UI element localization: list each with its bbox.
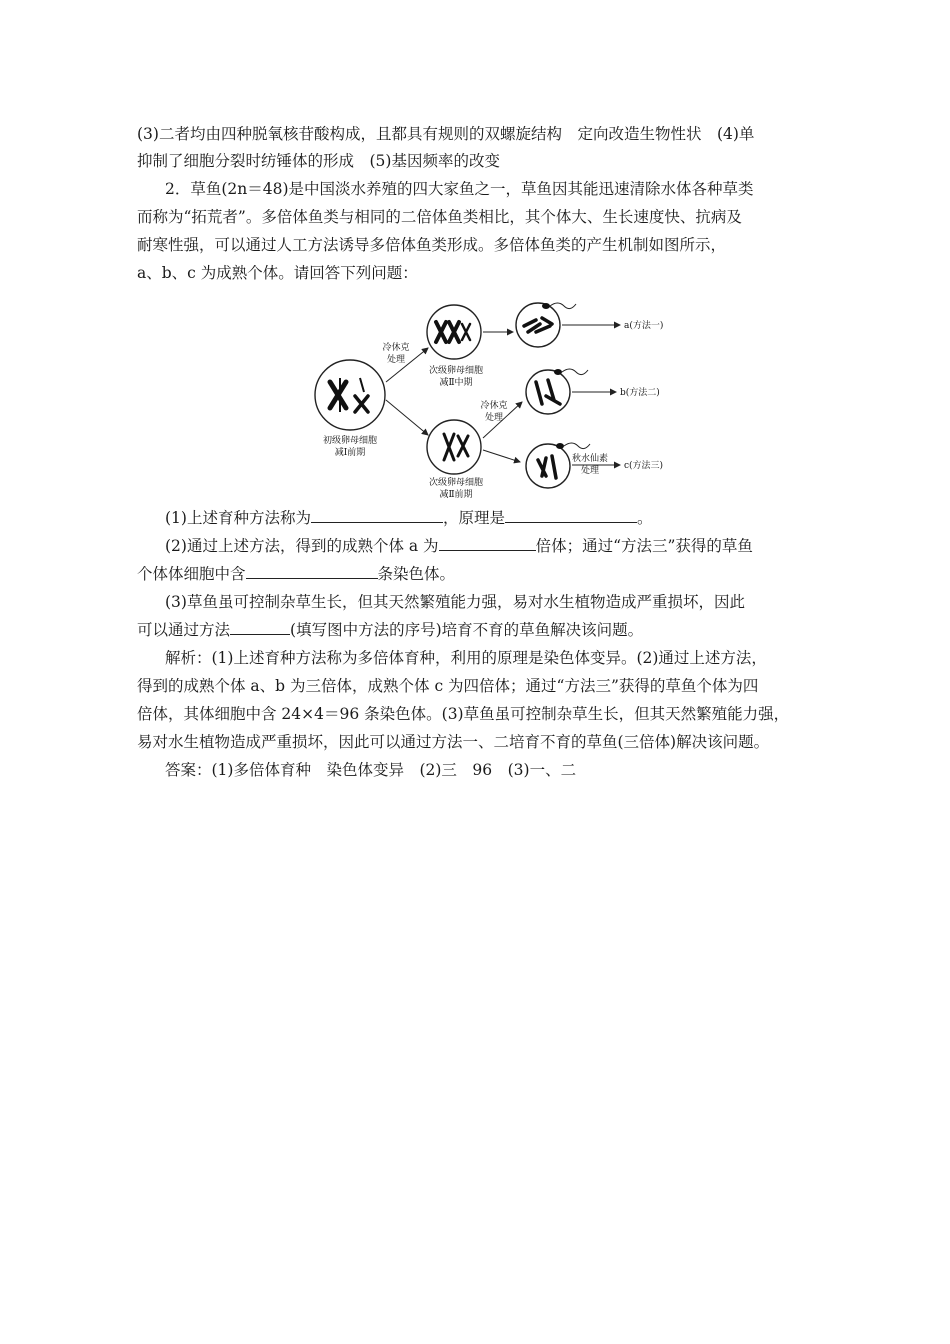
subquestion-2-text-c: 个体体细胞中含 bbox=[137, 565, 246, 583]
answer-blank-chromosome-count[interactable] bbox=[246, 564, 378, 579]
polyploid-mechanism-diagram bbox=[310, 300, 690, 500]
subquestion-2-text-a: (2)通过上述方法，得到的成熟个体 a 为 bbox=[165, 537, 439, 555]
primary-oocyte-cell bbox=[315, 360, 385, 430]
primary-cell-label-1: 初级卵母细胞 bbox=[322, 436, 378, 446]
secondary-top-label-1: 次级卵母细胞 bbox=[428, 366, 484, 376]
answer-blank-method[interactable] bbox=[311, 508, 443, 523]
question-intro-line-2: 而称为“拓荒者”。多倍体鱼类与相同的二倍体鱼类相比，其个体大、生长速度快、抗病及 bbox=[137, 208, 742, 226]
treatment-mid-label-2: 处理 bbox=[484, 413, 504, 423]
colchicine-label-1: 秋水仙素 bbox=[571, 454, 609, 464]
subquestion-2-text-d: 条染色体。 bbox=[377, 565, 456, 583]
question-intro-line-4: a、b、c 为成熟个体。请回答下列问题： bbox=[137, 264, 418, 282]
subquestion-1-text-c: 。 bbox=[636, 509, 653, 527]
secondary-oocyte-prophase-cell bbox=[427, 420, 481, 474]
subquestion-3-text-b: (填写图中方法的序号)培育不育的草鱼解决该问题。 bbox=[290, 621, 644, 639]
secondary-bottom-label-1: 次级卵母细胞 bbox=[428, 478, 484, 488]
subquestion-3-line-2 bbox=[137, 620, 827, 640]
colchicine-label-2: 处理 bbox=[580, 466, 600, 476]
arrow-to-top-secondary bbox=[386, 348, 428, 382]
treatment-top-label-2: 处理 bbox=[386, 355, 406, 365]
previous-answer-line-2: 抑制了细胞分裂时纺锤体的形成 (5)基因频率的改变 bbox=[137, 152, 500, 170]
analysis-line-4: 易对水生植物造成严重损坏，因此可以通过方法一、二培育不育的草鱼(三倍体)解决该问题。 bbox=[137, 733, 770, 751]
answer-line: 答案：(1)多倍体育种 染色体变异 (2)三 96 (3)一、二 bbox=[165, 761, 577, 779]
previous-answer-line-1: (3)二者均由四种脱氧核苷酸构成，且都具有规则的双螺旋结构 定向改造生物性状 (4)单 bbox=[137, 125, 755, 143]
answer-blank-method-number[interactable] bbox=[230, 620, 290, 635]
treatment-top-label-1: 冷休克 bbox=[382, 343, 410, 353]
subquestion-1 bbox=[165, 508, 827, 528]
output-c-label: c(方法三) bbox=[624, 461, 664, 471]
secondary-bottom-label-2: 减Ⅱ前期 bbox=[439, 490, 473, 500]
subquestion-1-text-b: ，原理是 bbox=[442, 509, 505, 527]
output-a-label: a(方法一) bbox=[624, 321, 664, 331]
analysis-line-1: 解析：(1)上述育种方法称为多倍体育种，利用的原理是染色体变异。(2)通过上述方法， bbox=[165, 649, 767, 667]
subquestion-3-text-a: 可以通过方法 bbox=[137, 621, 231, 639]
answer-blank-principle[interactable] bbox=[505, 508, 637, 523]
primary-cell-label-2: 减Ⅰ前期 bbox=[334, 448, 366, 458]
secondary-oocyte-metaphase-cell bbox=[427, 305, 481, 359]
subquestion-2-line-2 bbox=[137, 564, 827, 584]
question-intro-line-1: 2．草鱼(2n＝48)是中国淡水养殖的四大家鱼之一，草鱼因其能迅速清除水体各种草类 bbox=[165, 180, 754, 198]
subquestion-2-text-b: 倍体；通过“方法三”获得的草鱼 bbox=[535, 537, 753, 555]
subquestion-2-line-1 bbox=[165, 536, 827, 556]
subquestion-1-text-a: (1)上述育种方法称为 bbox=[165, 509, 311, 527]
answer-blank-ploidy[interactable] bbox=[439, 536, 536, 551]
analysis-line-3: 倍体，其体细胞中含 24×4＝96 条染色体。(3)草鱼虽可控制杂草生长，但其天然繁殖能力强， bbox=[137, 705, 790, 723]
question-intro-line-3: 耐寒性强，可以通过人工方法诱导多倍体鱼类形成。多倍体鱼类的产生机制如图所示， bbox=[137, 236, 727, 254]
arrow-to-zygote-c bbox=[483, 450, 520, 462]
secondary-top-label-2: 减Ⅱ中期 bbox=[439, 378, 473, 388]
treatment-mid-label-1: 冷休克 bbox=[480, 401, 508, 411]
analysis-line-2: 得到的成熟个体 a、b 为三倍体，成熟个体 c 为四倍体；通过“方法三”获得的草鱼个体为四 bbox=[137, 677, 759, 695]
output-b-label: b(方法二) bbox=[620, 388, 660, 398]
arrow-to-bottom-secondary bbox=[386, 400, 428, 435]
subquestion-3-line-1: (3)草鱼虽可控制杂草生长，但其天然繁殖能力强，易对水生植物造成严重损坏，因此 bbox=[165, 593, 745, 611]
